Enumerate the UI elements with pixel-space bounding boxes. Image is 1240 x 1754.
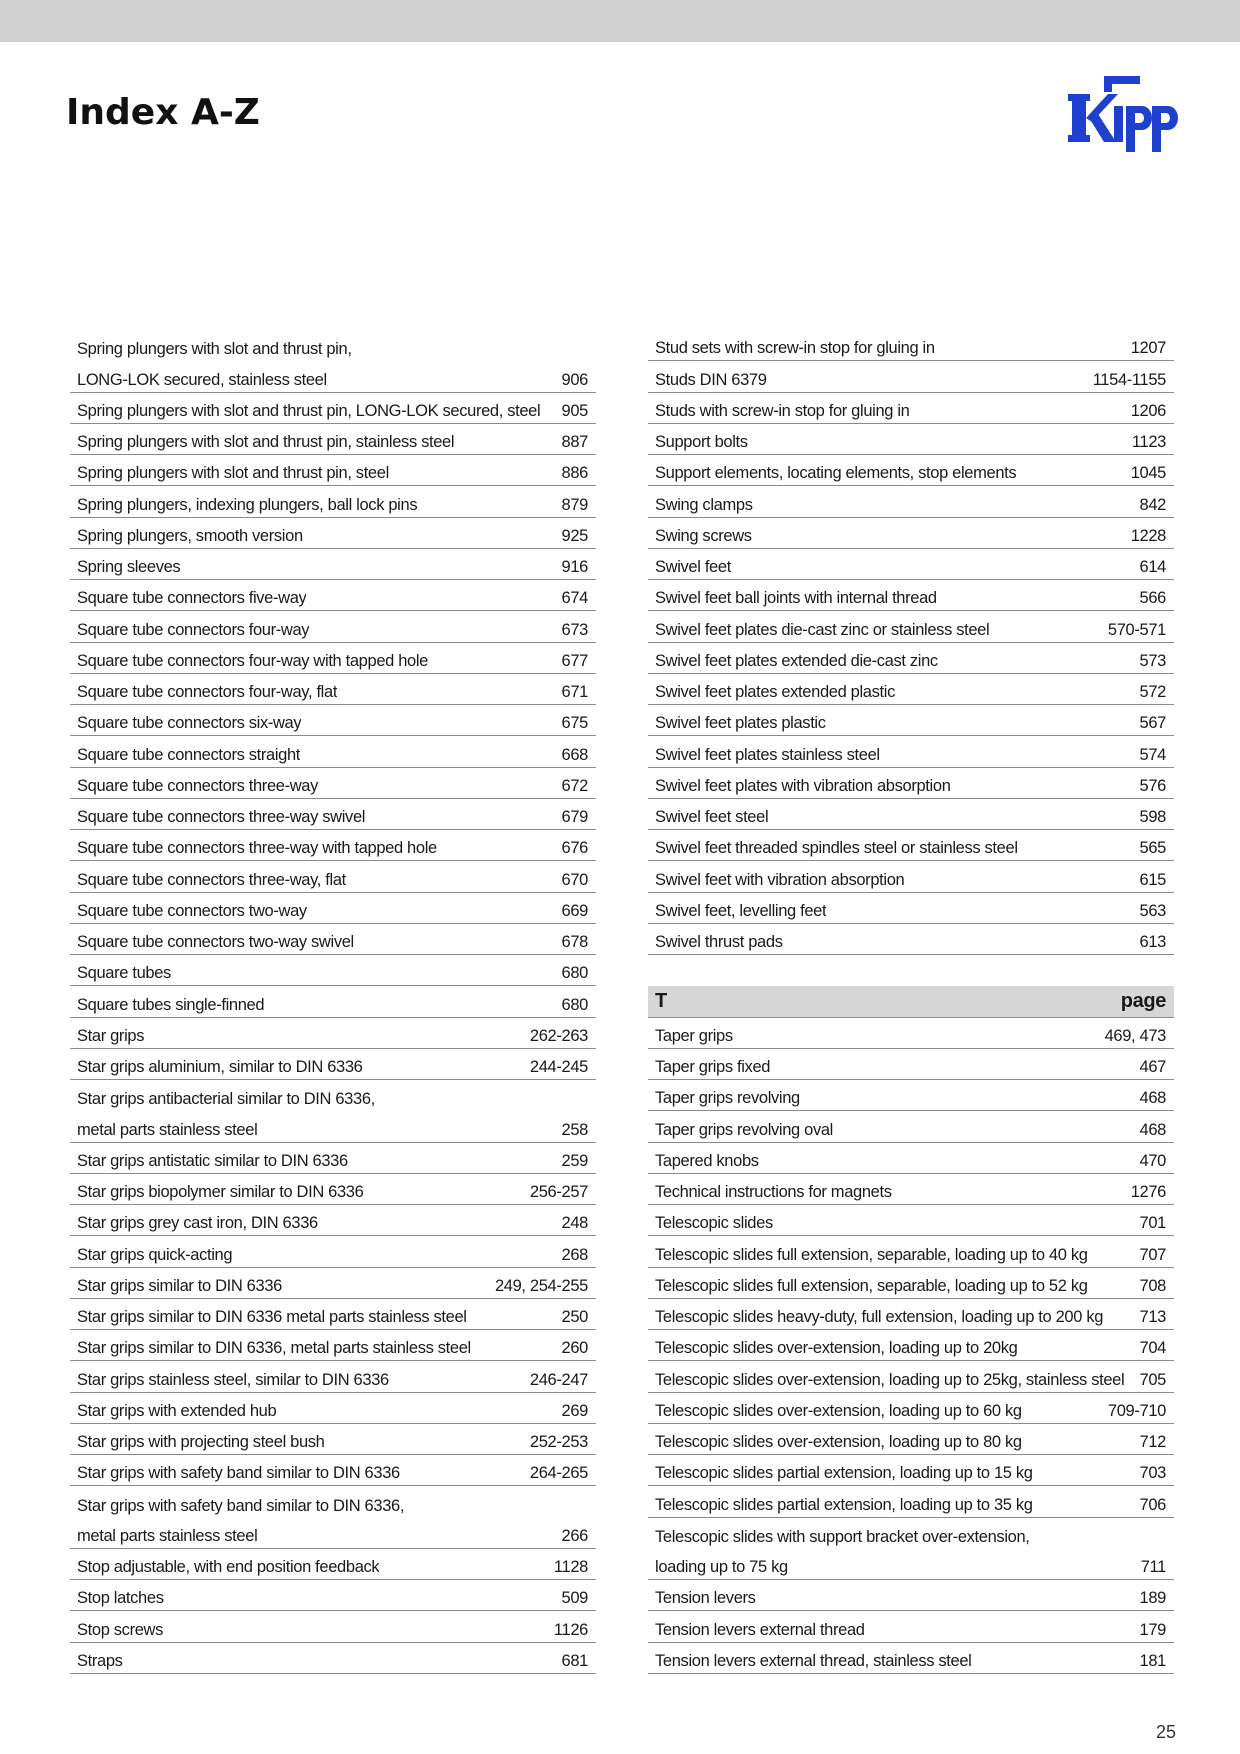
index-entry: [70, 1299, 596, 1330]
entry-label: Telescopic slides full extension, separable, loading up to 40 kg: [655, 1245, 1088, 1264]
entry-page: 701: [1139, 1214, 1166, 1233]
entry-page: 615: [1139, 870, 1166, 889]
entry-page: 842: [1139, 495, 1166, 514]
entry-label: Square tube connectors two-way: [77, 901, 307, 920]
index-entry: [70, 830, 596, 861]
entry-label: Star grips antibacterial similar to DIN 6336,: [77, 1090, 375, 1109]
index-entry: [70, 549, 596, 580]
entry-page: 673: [561, 620, 588, 639]
entry-page: 712: [1139, 1433, 1166, 1451]
entry-page: 672: [561, 776, 588, 795]
page-number: 25: [1156, 1722, 1177, 1742]
entry-label: Star grips aluminium, similar to DIN 6336: [77, 1058, 363, 1076]
entry-label: Star grips grey cast iron, DIN 6336: [77, 1214, 318, 1233]
index-entry: [70, 361, 596, 392]
entry-page: 713: [1139, 1308, 1166, 1326]
index-entry: [648, 1049, 1174, 1080]
entry-label: Stop adjustable, with end position feedback: [77, 1558, 380, 1576]
entry-label: Square tube connectors three-way swivel: [77, 808, 366, 826]
index-entry: [70, 1424, 596, 1455]
entry-page: 613: [1139, 933, 1166, 951]
entry-page: 678: [561, 933, 588, 951]
entry-page: 248: [561, 1214, 588, 1233]
entry-page: 181: [1139, 1651, 1166, 1670]
entry-page: 671: [561, 683, 588, 701]
entry-page: 886: [561, 464, 588, 483]
index-entry: [648, 1486, 1174, 1517]
entry-label: Square tube connectors four-way, flat: [77, 683, 338, 701]
entry-page: 705: [1139, 1370, 1166, 1389]
index-entry: [70, 1236, 596, 1267]
entry-label: Star grips with safety band similar to DIN 6336,: [77, 1496, 405, 1515]
index-entry: [648, 330, 1174, 361]
entry-page: 565: [1139, 839, 1166, 858]
entry-label: Spring plungers with slot and thrust pin, steel: [77, 464, 389, 483]
entry-page: 468: [1139, 1089, 1166, 1108]
index-entry: [648, 424, 1174, 455]
entry-page: 680: [561, 964, 588, 983]
entry-label: Swivel feet threaded spindles steel or stainless steel: [655, 839, 1018, 858]
entry-page: 258: [561, 1120, 588, 1139]
entry-page: 679: [561, 808, 588, 826]
entry-page: 675: [561, 714, 588, 733]
index-entry: [648, 1393, 1174, 1424]
entry-page: 677: [561, 651, 588, 670]
index-entry: [70, 611, 596, 642]
entry-page: 264-265: [529, 1464, 588, 1483]
index-entry: [648, 1424, 1174, 1455]
entry-label: Tension levers external thread, stainless steel: [655, 1651, 972, 1670]
entry-page: 1126: [553, 1620, 588, 1639]
index-entry: [648, 518, 1174, 549]
index-entry: [70, 1080, 596, 1111]
entry-page: 674: [561, 589, 588, 608]
entry-page: 925: [561, 526, 588, 545]
entry-page: 1123: [1131, 433, 1166, 451]
index-entry: [648, 1361, 1174, 1392]
index-entry: [70, 1393, 596, 1424]
index-entry: [648, 674, 1174, 705]
index-entry: [648, 1549, 1174, 1580]
entry-page: 573: [1139, 651, 1166, 670]
entry-label: Telescopic slides full extension, separable, loading up to 52 kg: [655, 1276, 1088, 1295]
entry-label: Star grips similar to DIN 6336: [77, 1276, 282, 1295]
entry-label: Star grips with extended hub: [77, 1401, 277, 1420]
index-entry: [70, 455, 596, 486]
index-entry: [648, 1611, 1174, 1642]
entry-page: 711: [1140, 1558, 1166, 1576]
index-entry: [648, 455, 1174, 486]
index-entry: [70, 768, 596, 799]
entry-label: Swivel thrust pads: [655, 933, 783, 951]
index-entry: [648, 768, 1174, 799]
index-entry: [648, 705, 1174, 736]
entry-page: 668: [561, 745, 588, 764]
entry-page: 670: [561, 870, 588, 889]
entry-label: metal parts stainless steel: [77, 1120, 258, 1139]
entry-label: Spring plungers with slot and thrust pin, LONG-LOK secured, steel: [77, 401, 541, 420]
entry-page: 676: [561, 839, 588, 858]
entry-page: 598: [1139, 808, 1166, 826]
index-entry: [70, 924, 596, 955]
entry-label: Telescopic slides over-extension, loading up to 25kg, stainless steel: [655, 1370, 1125, 1389]
index-entry: [648, 1330, 1174, 1361]
entry-page: 259: [561, 1151, 588, 1170]
entry-page: 179: [1139, 1620, 1166, 1639]
index-entry: [648, 893, 1174, 924]
index-entry: [648, 1518, 1174, 1549]
index-entry: [648, 361, 1174, 392]
entry-page: 470: [1139, 1151, 1166, 1170]
section-header-row: [648, 986, 1174, 1017]
index-entry: [70, 1518, 596, 1549]
entry-page: 1276: [1130, 1183, 1166, 1201]
entry-label: Swing screws: [655, 526, 752, 545]
entry-page: 570-571: [1107, 620, 1166, 639]
entry-label: Tapered knobs: [655, 1151, 759, 1170]
index-entry: [648, 1643, 1174, 1674]
section-page-heading: page: [1120, 990, 1166, 1013]
index-entry: [70, 580, 596, 611]
index-entry: [70, 736, 596, 767]
entry-label: Spring plungers, indexing plungers, ball lock pins: [77, 495, 418, 514]
entry-label: Square tube connectors six-way: [77, 714, 302, 733]
entry-page: 567: [1139, 714, 1166, 733]
entry-page: 563: [1139, 901, 1166, 920]
entry-label: Studs DIN 6379: [655, 370, 767, 389]
index-entry: [648, 799, 1174, 830]
index-entry: [648, 611, 1174, 642]
index-entry: [648, 1143, 1174, 1174]
entry-label: Swivel feet with vibration absorption: [655, 870, 905, 889]
entry-label: Swivel feet plates with vibration absorption: [655, 776, 951, 795]
entry-label: Taper grips revolving oval: [655, 1120, 833, 1139]
entry-label: Square tube connectors five-way: [77, 589, 307, 608]
entry-page: 269: [561, 1401, 588, 1420]
entry-label: Star grips with projecting steel bush: [77, 1433, 325, 1451]
entry-label: Telescopic slides partial extension, loading up to 15 kg: [655, 1464, 1033, 1483]
index-entry: [70, 1268, 596, 1299]
entry-label: Stud sets with screw-in stop for gluing in: [655, 339, 935, 358]
entry-label: Square tube connectors straight: [77, 745, 301, 764]
entry-label: Taper grips fixed: [655, 1058, 771, 1076]
entry-label: Swivel feet plates die-cast zinc or stainless steel: [655, 620, 990, 639]
entry-label: Star grips with safety band similar to DIN 6336: [77, 1464, 400, 1483]
entry-label: Tension levers: [655, 1589, 756, 1608]
entry-label: loading up to 75 kg: [655, 1558, 788, 1576]
entry-label: Star grips similar to DIN 6336, metal parts stainless steel: [77, 1339, 471, 1358]
entry-label: Square tube connectors three-way, flat: [77, 870, 346, 889]
entry-page: 703: [1139, 1464, 1166, 1483]
entry-label: Telescopic slides partial extension, loading up to 35 kg: [655, 1495, 1033, 1514]
index-entry: [648, 1018, 1174, 1049]
entry-label: Swivel feet steel: [655, 808, 769, 826]
index-entry: [70, 861, 596, 892]
index-entry: [70, 1018, 596, 1049]
page-title: Index A-Z: [66, 92, 260, 133]
entry-label: Swing clamps: [655, 495, 753, 514]
entry-page: 576: [1139, 776, 1166, 795]
index-entry: [648, 736, 1174, 767]
entry-page: 249, 254-255: [494, 1276, 588, 1295]
index-entry: [70, 955, 596, 986]
index-entry: [70, 1205, 596, 1236]
entry-label: Square tube connectors three-way with tapped hole: [77, 839, 437, 858]
index-entry: [70, 705, 596, 736]
index-entry: [70, 1549, 596, 1580]
entry-label: Studs with screw-in stop for gluing in: [655, 401, 910, 420]
entry-page: 574: [1139, 745, 1166, 764]
entry-label: Swivel feet plates plastic: [655, 714, 826, 733]
index-entry: [70, 674, 596, 705]
entry-page: 906: [561, 370, 588, 389]
index-entry: [648, 830, 1174, 861]
index-entry: [648, 1580, 1174, 1611]
entry-page: 256-257: [529, 1183, 588, 1201]
entry-label: Taper grips revolving: [655, 1089, 800, 1108]
entry-label: metal parts stainless steel: [77, 1526, 258, 1545]
entry-label: Taper grips: [655, 1026, 733, 1045]
entry-page: 189: [1139, 1589, 1166, 1608]
index-entry: [70, 893, 596, 924]
entry-page: 268: [561, 1245, 588, 1264]
entry-page: 707: [1139, 1245, 1166, 1264]
entry-label: Telescopic slides with support bracket over-extension,: [655, 1527, 1030, 1546]
entry-label: Star grips antistatic similar to DIN 6336: [77, 1151, 348, 1170]
entry-page: 469, 473: [1104, 1026, 1166, 1045]
index-entry: [70, 330, 596, 361]
entry-page: 262-263: [529, 1026, 588, 1045]
index-entry: [648, 1455, 1174, 1486]
index-entry: [70, 1486, 596, 1517]
index-entry: [70, 1174, 596, 1205]
index-entry: [648, 549, 1174, 580]
entry-label: Swivel feet ball joints with internal thread: [655, 589, 937, 608]
entry-label: Square tube connectors three-way: [77, 776, 319, 795]
entry-page: 1207: [1130, 339, 1166, 358]
index-column-left: [70, 330, 596, 1674]
index-entry: [648, 1299, 1174, 1330]
index-entry: [648, 1268, 1174, 1299]
entry-label: Tension levers external thread: [655, 1620, 865, 1639]
entry-label: Swivel feet plates extended die-cast zinc: [655, 651, 938, 670]
entry-page: 1128: [553, 1558, 588, 1576]
entry-page: 887: [561, 433, 588, 451]
entry-label: Swivel feet plates stainless steel: [655, 745, 880, 764]
entry-label: Spring plungers with slot and thrust pin, stainless steel: [77, 433, 455, 451]
index-entry: [648, 393, 1174, 424]
entry-page: 1206: [1130, 401, 1166, 420]
entry-page: 1045: [1130, 464, 1166, 483]
spacer-row: [648, 955, 1174, 986]
index-entry: [70, 1049, 596, 1080]
entry-label: Square tube connectors four-way: [77, 620, 310, 639]
entry-label: Support bolts: [655, 433, 748, 451]
index-entry: [648, 1111, 1174, 1142]
index-entry: [70, 1643, 596, 1674]
entry-page: 680: [561, 995, 588, 1014]
index-entry: [648, 924, 1174, 955]
index-entry: [70, 799, 596, 830]
index-entry: [648, 580, 1174, 611]
entry-label: Spring sleeves: [77, 558, 181, 576]
entry-label: Star grips stainless steel, similar to DIN 6336: [77, 1370, 389, 1389]
entry-label: Spring plungers, smooth version: [77, 526, 303, 545]
entry-page: 246-247: [529, 1370, 588, 1389]
entry-page: 244-245: [529, 1058, 588, 1076]
entry-page: 614: [1139, 558, 1166, 576]
entry-label: Swivel feet plates extended plastic: [655, 683, 895, 701]
index-entry: [70, 518, 596, 549]
index-column-right: [648, 330, 1174, 1674]
index-entry: [70, 1111, 596, 1142]
index-entry: [70, 1143, 596, 1174]
index-entry: [648, 1080, 1174, 1111]
entry-label: LONG-LOK secured, stainless steel: [77, 370, 327, 389]
entry-page: 572: [1139, 683, 1166, 701]
entry-label: Star grips quick-acting: [77, 1245, 233, 1264]
entry-page: 709-710: [1107, 1401, 1166, 1420]
entry-label: Star grips similar to DIN 6336 metal parts stainless steel: [77, 1308, 467, 1326]
kipp-logo: [1068, 74, 1180, 160]
index-entry: [70, 1330, 596, 1361]
entry-page: 1154-1155: [1092, 370, 1166, 389]
entry-label: Square tubes: [77, 964, 171, 983]
index-entry: [70, 1611, 596, 1642]
entry-page: 704: [1139, 1339, 1166, 1358]
index-entry: [70, 486, 596, 517]
section-letter: T: [655, 991, 667, 1012]
index-entry: [70, 1580, 596, 1611]
entry-label: Stop screws: [77, 1620, 164, 1639]
index-entry: [648, 643, 1174, 674]
top-header-bar: [0, 0, 1240, 42]
entry-page: 566: [1139, 589, 1166, 608]
index-entry: [70, 1361, 596, 1392]
index-entry: [648, 486, 1174, 517]
entry-page: 669: [561, 901, 588, 920]
entry-page: 916: [561, 558, 588, 576]
entry-label: Swivel feet, levelling feet: [655, 901, 827, 920]
entry-page: 708: [1139, 1276, 1166, 1295]
index-entry: [648, 861, 1174, 892]
entry-page: 879: [561, 495, 588, 514]
entry-page: 905: [561, 401, 588, 420]
entry-page: 468: [1139, 1120, 1166, 1139]
entry-page: 1228: [1130, 526, 1166, 545]
entry-label: Telescopic slides over-extension, loading up to 60 kg: [655, 1401, 1022, 1420]
entry-label: Telescopic slides over-extension, loading up to 20kg: [655, 1339, 1018, 1358]
entry-label: Telescopic slides: [655, 1214, 773, 1233]
entry-label: Swivel feet: [655, 558, 731, 576]
entry-label: Square tube connectors two-way swivel: [77, 933, 354, 951]
entry-label: Technical instructions for magnets: [655, 1183, 892, 1201]
entry-label: Telescopic slides heavy-duty, full extension, loading up to 200 kg: [655, 1308, 1104, 1326]
index-entry: [70, 1455, 596, 1486]
entry-label: Star grips biopolymer similar to DIN 6336: [77, 1183, 364, 1201]
entry-label: Star grips: [77, 1026, 145, 1045]
index-entry: [648, 1236, 1174, 1267]
entry-label: Square tubes single-finned: [77, 995, 265, 1014]
index-entry: [70, 424, 596, 455]
entry-page: 260: [561, 1339, 588, 1358]
entry-label: Stop latches: [77, 1589, 164, 1608]
entry-page: 252-253: [529, 1433, 588, 1451]
entry-label: Square tube connectors four-way with tapped hole: [77, 651, 429, 670]
entry-label: Spring plungers with slot and thrust pin,: [77, 340, 352, 359]
entry-page: 467: [1139, 1058, 1166, 1076]
entry-label: Support elements, locating elements, stop elements: [655, 464, 1017, 483]
index-entry: [70, 986, 596, 1017]
index-entry: [70, 643, 596, 674]
index-entry: [648, 1205, 1174, 1236]
index-entry: [70, 393, 596, 424]
entry-page: 509: [561, 1589, 588, 1608]
entry-page: 681: [561, 1651, 588, 1670]
entry-label: Straps: [77, 1651, 123, 1670]
entry-label: Telescopic slides over-extension, loading up to 80 kg: [655, 1433, 1022, 1451]
entry-page: 706: [1139, 1495, 1166, 1514]
entry-page: 266: [561, 1526, 588, 1545]
entry-page: 250: [561, 1308, 588, 1326]
index-entry: [648, 1174, 1174, 1205]
